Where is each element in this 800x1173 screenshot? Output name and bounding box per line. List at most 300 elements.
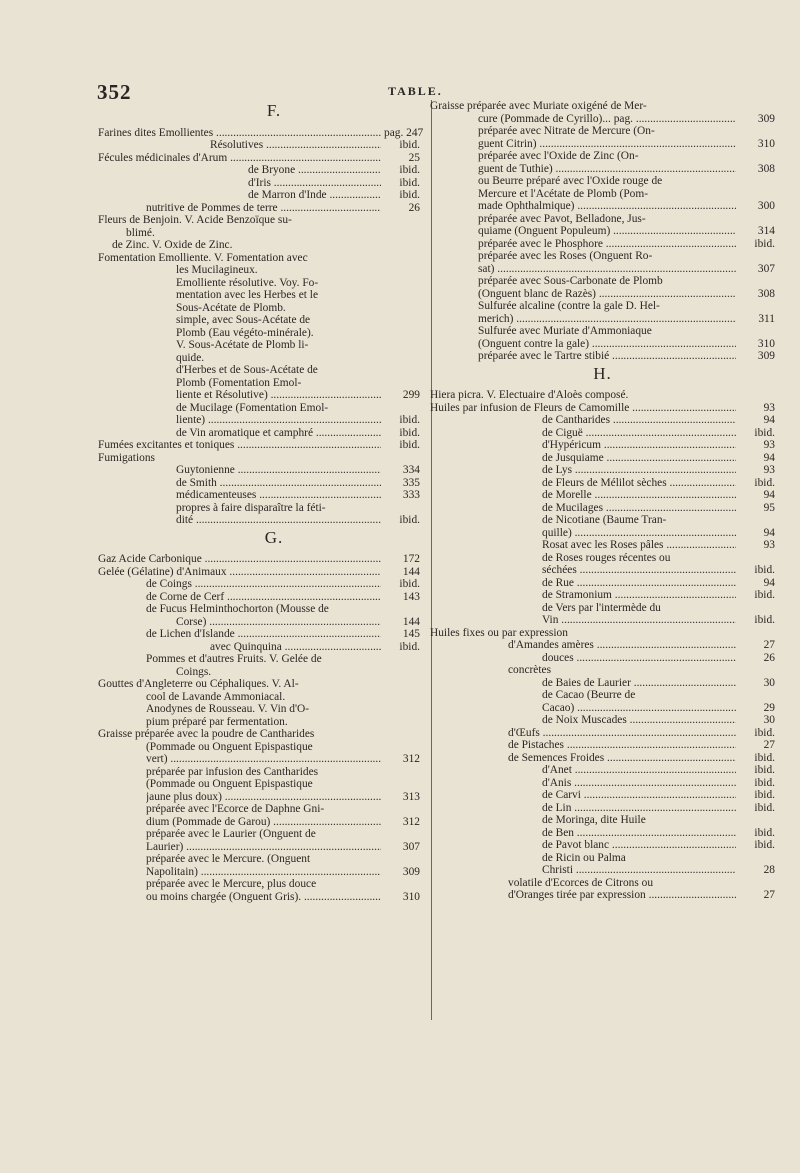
page-reference: ibid.	[754, 826, 775, 839]
index-entry	[430, 577, 775, 590]
entry-text: Graisse préparée avec Muriate oxigéné de Mer-	[430, 100, 647, 112]
page-reference: ibid.	[399, 578, 420, 590]
entry-text: d'Œufs .....	[508, 727, 736, 740]
index-entry	[430, 200, 775, 213]
index-entry	[430, 689, 775, 702]
index-entry	[430, 652, 775, 665]
index-entry	[98, 591, 420, 604]
index-entry	[98, 414, 420, 427]
index-entry	[98, 464, 420, 477]
index-entry	[430, 802, 775, 815]
index-entry	[430, 877, 775, 890]
index-entry	[430, 113, 775, 126]
index-entry	[98, 277, 420, 290]
page-reference: 300	[757, 200, 775, 212]
index-entry	[98, 791, 420, 804]
entry-text: made Ophthalmique) .....	[478, 200, 736, 213]
index-entry	[98, 252, 420, 265]
entry-text: guent Citrin) .....	[478, 138, 736, 151]
index-entry	[430, 175, 775, 188]
page-reference: 93	[763, 439, 775, 451]
page-reference: 308	[757, 287, 775, 300]
entry-text: de Mucilages .....	[542, 502, 736, 515]
entry-text: quide.	[176, 351, 205, 364]
entry-text: de Zinc. V. Oxide de Zinc.	[112, 239, 233, 251]
page-reference: 311	[758, 312, 775, 325]
page-reference: ibid.	[754, 589, 775, 601]
entry-text: de Ricin ou Palma	[542, 851, 626, 864]
entry-text: Fumées excitantes et toniques .....	[98, 439, 381, 452]
entry-text: de Lin .....	[542, 802, 736, 815]
entry-text: préparée avec le Phosphore .....	[478, 238, 736, 251]
index-entry	[98, 803, 420, 816]
page-reference: ibid.	[399, 176, 420, 189]
entry-text: cure (Pommade de Cyrillo)... pag. .....	[478, 113, 736, 126]
entry-text: Huiles par infusion de Fleurs de Camomille .....	[430, 402, 736, 415]
entry-text: Plomb (Eau végéto-minérale).	[176, 326, 314, 339]
page-reference: 30	[763, 714, 775, 726]
entry-text: préparée avec l'Ecorce de Daphne Gni-	[146, 803, 325, 815]
page-reference: pag. 247	[384, 126, 424, 139]
entry-text: Christi .....	[542, 864, 736, 877]
index-entry	[98, 866, 420, 879]
entry-text: avec Quinquina .....	[210, 641, 381, 654]
index-entry	[98, 152, 420, 165]
entry-text: de Roses rouges récentes ou	[542, 551, 671, 564]
index-entry	[98, 389, 420, 402]
index-entry	[430, 439, 775, 452]
section-heading: F.	[266, 101, 282, 120]
entry-text: de Noix Muscades .....	[542, 714, 736, 727]
section-heading: G.	[264, 527, 284, 547]
entry-text: de Vin aromatique et camphré .....	[176, 427, 381, 440]
entry-text: Résolutives .....	[210, 139, 381, 152]
entry-text: de Baies de Laurier .....	[542, 677, 736, 690]
running-title: TABLE.	[388, 84, 443, 98]
index-entry	[430, 402, 775, 415]
entry-text: de Stramonium .....	[542, 589, 736, 602]
entry-text: (Onguent blanc de Razès) .....	[478, 288, 736, 301]
entry-text: préparée avec l'Oxide de Zinc (On-	[478, 150, 639, 162]
entry-text: d'Oranges tirée par expression .....	[508, 889, 736, 902]
page-reference: ibid.	[399, 189, 420, 201]
index-entry	[430, 427, 775, 440]
index-entry	[98, 816, 420, 829]
entry-text: blimé.	[126, 226, 155, 239]
entry-text: de Jusquiame .....	[542, 452, 736, 465]
entry-text: de Nicotiane (Baume Tran-	[542, 514, 667, 526]
index-entry	[430, 125, 775, 138]
page-reference: ibid.	[399, 414, 420, 426]
entry-text: Fécules médicinales d'Arum .....	[98, 152, 381, 165]
index-entry	[430, 889, 775, 902]
page-reference: 310	[757, 137, 775, 150]
index-entry	[430, 664, 775, 677]
index-entry	[98, 566, 420, 579]
entry-text: d'Herbes et de Sous-Acétate de	[176, 364, 318, 376]
entry-text: jaune plus doux) .....	[146, 791, 381, 804]
index-entry	[98, 628, 420, 641]
index-entry	[430, 338, 775, 351]
entry-text: préparée avec le Mercure, plus douce	[146, 878, 317, 890]
index-entry	[98, 878, 420, 891]
index-entry	[98, 189, 420, 202]
page-reference: 93	[763, 464, 775, 476]
entry-text: de Cantharides .....	[542, 414, 736, 427]
page-reference: ibid.	[754, 476, 775, 489]
entry-text: de Smith .....	[176, 477, 381, 490]
entry-text: quiame (Onguent Populeum) .....	[478, 225, 736, 238]
entry-text: quille) .....	[542, 527, 736, 540]
entry-text: de Carvi .....	[542, 789, 736, 802]
entry-text: de Fleurs de Mélilot sèches .....	[542, 477, 736, 490]
page-reference: ibid.	[399, 164, 420, 176]
entry-text: Plomb (Fomentation Emol-	[176, 376, 302, 389]
index-entry	[430, 138, 775, 151]
entry-text: séchées .....	[542, 564, 736, 577]
entry-text: Mercure et l'Acétate de Plomb (Pom-	[478, 187, 649, 200]
index-entry	[430, 552, 775, 565]
page-reference: 307	[402, 840, 420, 853]
index-entry	[430, 639, 775, 652]
entry-text: Vin .....	[542, 614, 736, 627]
page-reference: 310	[757, 337, 775, 350]
entry-text: de Semences Froides .....	[508, 752, 736, 765]
entry-text: Gouttes d'Angleterre ou Céphaliques. V. Al-	[98, 678, 299, 690]
index-entry	[430, 677, 775, 690]
index-entry	[98, 616, 420, 629]
index-entry	[98, 302, 420, 315]
entry-text: de Pavot blanc .....	[542, 839, 736, 852]
entry-text: V. Sous-Acétate de Plomb li-	[176, 339, 309, 351]
entry-text: préparée avec les Roses (Onguent Ro-	[478, 250, 653, 262]
index-entry	[98, 227, 420, 240]
page-reference: 308	[757, 162, 775, 175]
entry-text: Anodynes de Rousseau. V. Vin d'O-	[146, 703, 310, 715]
entry-text: de Moringa, dite Huile	[542, 814, 646, 826]
page-reference: 314	[757, 225, 775, 237]
index-entry	[98, 728, 420, 741]
entry-text: liente) .....	[176, 414, 381, 427]
index-entry	[98, 603, 420, 616]
entry-text: d'Hypéricum .....	[542, 439, 736, 452]
index-entry	[430, 764, 775, 777]
entry-text: Gelée (Gélatine) d'Animaux .....	[98, 566, 381, 579]
index-entry	[98, 377, 420, 390]
index-entry	[430, 539, 775, 552]
page-reference: 94	[763, 451, 775, 464]
page-reference: 144	[402, 565, 420, 578]
entry-text: dité .....	[176, 514, 381, 527]
page-reference: 310	[402, 890, 420, 903]
entry-text: d'Amandes amères .....	[508, 639, 736, 652]
page-reference: ibid.	[754, 789, 775, 801]
page-reference: 93	[763, 539, 775, 551]
entry-text: les Mucilagineux.	[176, 264, 258, 276]
right-column	[430, 100, 775, 902]
page-reference: 309	[402, 865, 420, 878]
entry-text: Hiera picra. V. Electuaire d'Aloès composé.	[430, 389, 629, 401]
index-entry	[98, 753, 420, 766]
page-reference: ibid.	[754, 839, 775, 851]
page-reference: ibid.	[754, 801, 775, 814]
index-entry	[430, 502, 775, 515]
index-entry	[98, 741, 420, 754]
entry-text: mentation avec les Herbes et le	[176, 289, 319, 301]
page-reference: 309	[757, 112, 775, 125]
index-entry	[98, 327, 420, 340]
index-entry	[98, 164, 420, 177]
entry-text: Gaz Acide Carbonique .....	[98, 553, 381, 566]
page-reference: 94	[763, 489, 775, 501]
entry-text: Pommes et d'autres Fruits. V. Gelée de	[146, 653, 322, 665]
entry-text: de Rue .....	[542, 577, 736, 590]
index-entry	[98, 264, 420, 277]
entry-text: merich) .....	[478, 313, 736, 326]
entry-text: de Morelle .....	[542, 489, 736, 502]
index-entry	[430, 288, 775, 301]
entry-text: ou Beurre préparé avec l'Oxide rouge de	[478, 175, 663, 187]
index-entry	[430, 150, 775, 163]
index-entry	[98, 514, 420, 527]
entry-text: nutritive de Pommes de terre .....	[146, 202, 381, 215]
index-entry	[430, 614, 775, 627]
entry-text: de Vers par l'intermède du	[542, 601, 661, 614]
index-entry	[98, 352, 420, 365]
page-reference: ibid.	[754, 764, 775, 776]
page-reference: 299	[402, 389, 420, 401]
entry-text: Graisse préparée avec la poudre de Cantharides	[98, 728, 315, 740]
index-entry	[430, 527, 775, 540]
entry-text: liente et Résolutive) .....	[176, 389, 381, 402]
page-reference: 26	[408, 201, 420, 214]
entry-text: sat) .....	[478, 263, 736, 276]
entry-text: de Pistaches .....	[508, 739, 736, 752]
index-entry	[98, 778, 420, 791]
page-reference: ibid.	[754, 726, 775, 739]
page-reference: ibid.	[754, 426, 775, 439]
index-entry	[98, 364, 420, 377]
index-entry	[98, 202, 420, 215]
entry-text: préparée par infusion des Cantharides	[146, 765, 319, 778]
entry-text: (Pommade ou Onguent Epispastique	[146, 778, 313, 790]
page-reference: ibid.	[399, 426, 420, 439]
page-reference: ibid.	[399, 439, 420, 451]
entry-text: douces .....	[542, 652, 736, 665]
entry-text: de Coings .....	[146, 578, 381, 591]
index-entry	[98, 653, 420, 666]
page-reference: 93	[763, 401, 775, 414]
entry-text: Fomentation Emolliente. V. Fomentation avec	[98, 251, 308, 264]
entry-text: préparée avec Nitrate de Mercure (On-	[478, 125, 655, 137]
page-reference: ibid.	[754, 614, 775, 626]
entry-text: de Lys .....	[542, 464, 736, 477]
page-reference: ibid.	[399, 514, 420, 526]
entry-text: Emolliente résolutive. Voy. Fo-	[176, 276, 319, 289]
index-entry	[430, 789, 775, 802]
page-reference: 172	[402, 553, 420, 565]
index-entry	[430, 250, 775, 263]
index-entry	[430, 739, 775, 752]
entry-text: Fleurs de Benjoin. V. Acide Benzoïque su-	[98, 214, 292, 226]
index-entry	[430, 238, 775, 251]
index-entry	[98, 766, 420, 779]
entry-text: préparée avec Sous-Carbonate de Plomb	[478, 275, 663, 287]
index-entry	[430, 714, 775, 727]
entry-text: (Pommade ou Onguent Epispastique	[146, 740, 313, 753]
index-entry	[430, 325, 775, 338]
index-entry	[98, 666, 420, 679]
page-reference: 312	[402, 753, 420, 765]
entry-text: dium (Pommade de Garou) .....	[146, 816, 381, 829]
entry-text: Fumigations	[98, 451, 155, 464]
index-entry	[430, 852, 775, 865]
page-number: 352	[97, 80, 132, 104]
page-reference: 307	[757, 262, 775, 275]
index-entry	[430, 300, 775, 313]
index-entry	[430, 213, 775, 226]
index-entry	[430, 100, 775, 113]
entry-text: Laurier) .....	[146, 841, 381, 854]
entry-text: de Marron d'Inde .....	[248, 189, 381, 202]
entry-text: de Fucus Helminthochorton (Mousse de	[146, 603, 329, 615]
index-entry	[98, 841, 420, 854]
left-column	[98, 100, 424, 903]
index-entry	[430, 188, 775, 201]
entry-text: préparée avec Pavot, Belladone, Jus-	[478, 212, 646, 225]
index-entry	[430, 477, 775, 490]
entry-text: cool de Lavande Ammoniacal.	[146, 690, 286, 703]
entry-text: concrètes	[508, 664, 552, 676]
index-entry	[98, 314, 420, 327]
page-reference: 333	[402, 489, 420, 501]
entry-text: d'Anis .....	[542, 777, 736, 790]
index-entry	[98, 678, 420, 691]
entry-text: Sous-Acétate de Plomb.	[176, 301, 286, 314]
page-reference: ibid.	[754, 776, 775, 789]
page-reference: 95	[763, 501, 775, 514]
page-reference: 313	[402, 790, 420, 803]
page-reference: ibid.	[754, 751, 775, 764]
entry-text: propres à faire disparaître la féti-	[176, 501, 326, 514]
entry-text: de Mucilage (Fomentation Emol-	[176, 401, 329, 414]
index-entry	[430, 627, 775, 640]
index-entry	[98, 339, 420, 352]
index-entry	[98, 828, 420, 841]
entry-text: guent de Tuthie) .....	[478, 163, 736, 176]
page-reference: 143	[402, 590, 420, 603]
page-reference: 25	[408, 151, 420, 164]
index-entry	[98, 139, 420, 152]
entry-text: Cacao) .....	[542, 702, 736, 715]
entry-text: Coings.	[176, 665, 212, 678]
entry-text: de Ben .....	[542, 827, 736, 840]
index-entry	[430, 313, 775, 326]
page-reference: 27	[763, 639, 775, 651]
page-reference: ibid.	[754, 564, 775, 576]
page-reference: 309	[757, 350, 775, 362]
entry-text: de Cacao (Beurre de	[542, 689, 636, 701]
index-entry	[98, 853, 420, 866]
index-entry	[98, 439, 420, 452]
index-entry	[430, 602, 775, 615]
entry-text: simple, avec Sous-Acétate de	[176, 314, 311, 326]
entry-text: (Onguent contre la gale) .....	[478, 338, 736, 351]
entry-text: préparée avec le Laurier (Onguent de	[146, 828, 316, 840]
page-reference: 94	[763, 414, 775, 426]
page-reference: 94	[763, 576, 775, 589]
page-reference: 144	[402, 615, 420, 628]
index-entry	[430, 564, 775, 577]
entry-text: médicamenteuses .....	[176, 489, 381, 502]
entry-text: Guytonienne .....	[176, 464, 381, 477]
index-entry	[430, 514, 775, 527]
index-entry	[98, 289, 420, 302]
page-reference: 30	[763, 676, 775, 689]
entry-text: Corse) .....	[176, 616, 381, 629]
index-entry	[98, 553, 420, 566]
entry-text: d'Iris .....	[248, 177, 381, 190]
index-entry	[430, 389, 775, 402]
index-entry	[430, 839, 775, 852]
index-entry	[430, 777, 775, 790]
index-entry	[98, 502, 420, 515]
page-reference: ibid.	[399, 139, 420, 151]
entry-text: volatile d'Ecorces de Citrons ou	[508, 876, 654, 889]
page-reference: ibid.	[754, 237, 775, 250]
entry-text: de Ciguë .....	[542, 427, 736, 440]
page-reference: 335	[402, 476, 420, 489]
index-entry	[430, 350, 775, 363]
index-entry	[430, 589, 775, 602]
index-entry	[430, 263, 775, 276]
page-reference: 145	[402, 628, 420, 640]
index-entry	[98, 578, 420, 591]
index-entry	[430, 827, 775, 840]
entry-text: pium préparé par fermentation.	[146, 715, 288, 728]
page-reference: 26	[763, 651, 775, 664]
entry-text: Sulfurée avec Muriate d'Ammoniaque	[478, 325, 652, 337]
index-entry	[98, 214, 420, 227]
entry-text: d'Anet .....	[542, 764, 736, 777]
index-entry	[98, 126, 424, 140]
entry-text: de Corne de Cerf .....	[146, 591, 381, 604]
index-entry	[430, 489, 775, 502]
page-reference: 29	[763, 701, 775, 714]
index-entry	[98, 691, 420, 704]
index-entry	[430, 702, 775, 715]
entry-text: ou moins chargée (Onguent Gris). .....	[146, 891, 381, 904]
index-entry	[98, 641, 420, 654]
entry-text: de Bryone .....	[248, 164, 381, 177]
page-reference: 28	[763, 864, 775, 876]
index-entry	[430, 414, 775, 427]
index-entry	[98, 452, 420, 465]
index-entry	[430, 752, 775, 765]
index-entry	[98, 489, 420, 502]
index-entry	[98, 891, 420, 904]
entry-text: préparée avec le Tartre stibié .....	[478, 350, 736, 363]
index-entry	[98, 716, 420, 729]
entry-text: de Lichen d'Islande .....	[146, 628, 381, 641]
entry-text: Huiles fixes ou par expression	[430, 626, 568, 639]
page-reference: 334	[402, 464, 420, 476]
index-entry	[98, 477, 420, 490]
entry-text: Farines dites Emollientes .....	[98, 127, 381, 140]
entry-text: vert) .....	[146, 753, 381, 766]
index-entry	[98, 427, 420, 440]
index-entry	[430, 814, 775, 827]
